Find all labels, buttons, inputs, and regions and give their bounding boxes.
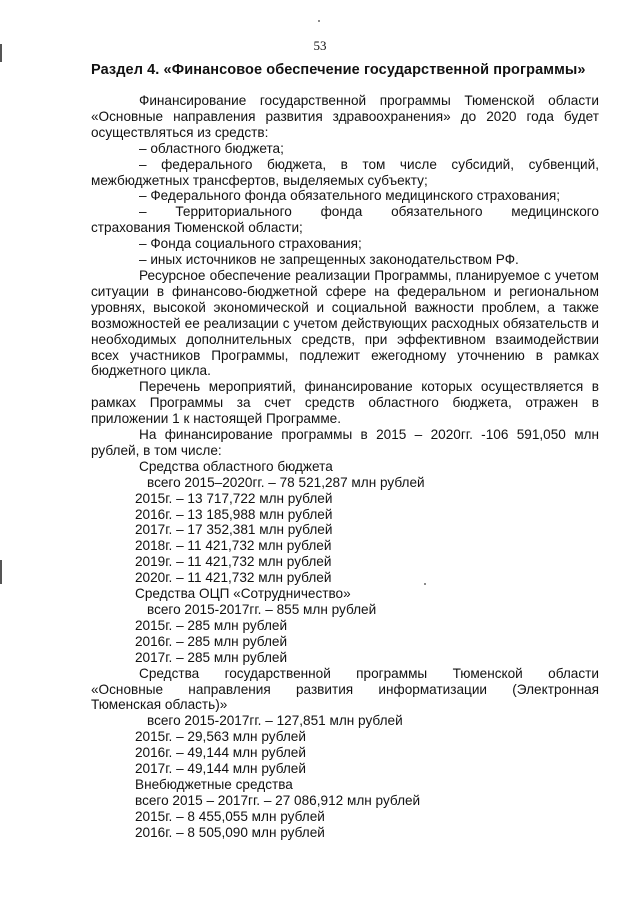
informatization-title: Средства государственной программы Тюменской области [139, 665, 599, 681]
ocp-year: 2015г. – 285 млн рублей [135, 617, 288, 633]
regional-budget-year: 2019г. – 11 421,732 млн рублей [135, 554, 332, 570]
total-paragraph: На финансирование программы в 2015 – 2020гг. -106 591,050 млн рублей, в том числе: [91, 427, 599, 458]
intro-paragraph: Финансирование государственной программы Тюменской области «Основные направления развития здравоохранения» до 2020 года будет осуществляться из средств: [91, 93, 599, 140]
regional-budget-year: 2017г. – 17 352,381 млн рублей [135, 522, 333, 538]
regional-budget-total: всего 2015–2020гг. – 78 521,287 млн рублей [147, 474, 425, 490]
regional-budget-year: 2020г. – 11 421,732 млн рублей [135, 570, 332, 586]
page-number: 53 [313, 38, 327, 53]
source-item: – иных источников не запрещенных законодательством РФ. [139, 252, 519, 268]
extrabudget-year: 2016г. – 8 505,090 млн рублей [135, 824, 325, 840]
document-body [91, 93, 599, 841]
source-item: – Территориального фонда обязательного медицинского [139, 204, 599, 220]
informatization-year: 2015г. – 29,563 млн рублей [135, 729, 306, 745]
regional-budget-year: 2018г. – 11 421,732 млн рублей [135, 538, 332, 554]
extrabudget-year: 2015г. – 8 455,055 млн рублей [135, 808, 325, 824]
ocp-year: 2017г. – 285 млн рублей [135, 649, 288, 665]
scan-speck [318, 20, 320, 22]
resources-paragraph: Ресурсное обеспечение реализации Программы, планируемое с учетом ситуации в финансово-бюджетной сфере на федеральном и региональном уровнях, высокой экономической и социальной важности проблем, а также возможностей ее реализации с учетом действующих расходных обязательств и необходимых дополнительных средств, при эффективном взаимодействии всех участников Программы, подлежит ежегодному уточнению в рамках бюджетного цикла. [91, 267, 599, 379]
source-item-continuation: страхования Тюменской области; [91, 220, 303, 236]
informatization-title: «Основные направления развития информатизации (Электронная [91, 681, 599, 697]
informatization-total: всего 2015-2017гг. – 127,851 млн рублей [147, 713, 403, 729]
ocp-total: всего 2015-2017гг. – 855 млн рублей [147, 602, 377, 617]
source-item: – федерального бюджета, в том числе субсидий, субвенций, [139, 156, 599, 172]
ocp-title: Средства ОЦП «Сотрудничество» [135, 586, 351, 602]
measures-paragraph: Перечень мероприятий, финансирование которых осуществляется в рамках Программы за счет средств областного бюджета, отражен в приложении 1 к настоящей Программе. [91, 379, 599, 427]
informatization-year: 2017г. – 49,144 млн рублей [135, 761, 306, 777]
regional-budget-year: 2016г. – 13 185,988 млн рублей [135, 506, 333, 522]
section-title: Раздел 4. «Финансовое обеспечение государственной программы» [91, 62, 586, 78]
regional-budget-title: Средства областного бюджета [139, 458, 333, 474]
regional-budget-year: 2015г. – 13 717,722 млн рублей [135, 490, 333, 506]
margin-mark [0, 560, 2, 584]
ocp-year: 2016г. – 285 млн рублей [135, 633, 288, 649]
informatization-title: Тюменская область)» [91, 697, 228, 713]
source-item: – областного бюджета; [139, 140, 284, 156]
extrabudget-total: всего 2015 – 2017гг. – 27 086,912 млн рублей [135, 792, 421, 808]
source-item: – Федерального фонда обязательного медицинского страхования; [139, 188, 560, 204]
source-item: – Фонда социального страхования; [139, 236, 362, 252]
informatization-year: 2016г. – 49,144 млн рублей [135, 745, 306, 761]
extrabudget-title: Внебюджетные средства [135, 776, 293, 792]
source-item-continuation: межбюджетных трансфертов, выделяемых субъекту; [91, 172, 428, 188]
